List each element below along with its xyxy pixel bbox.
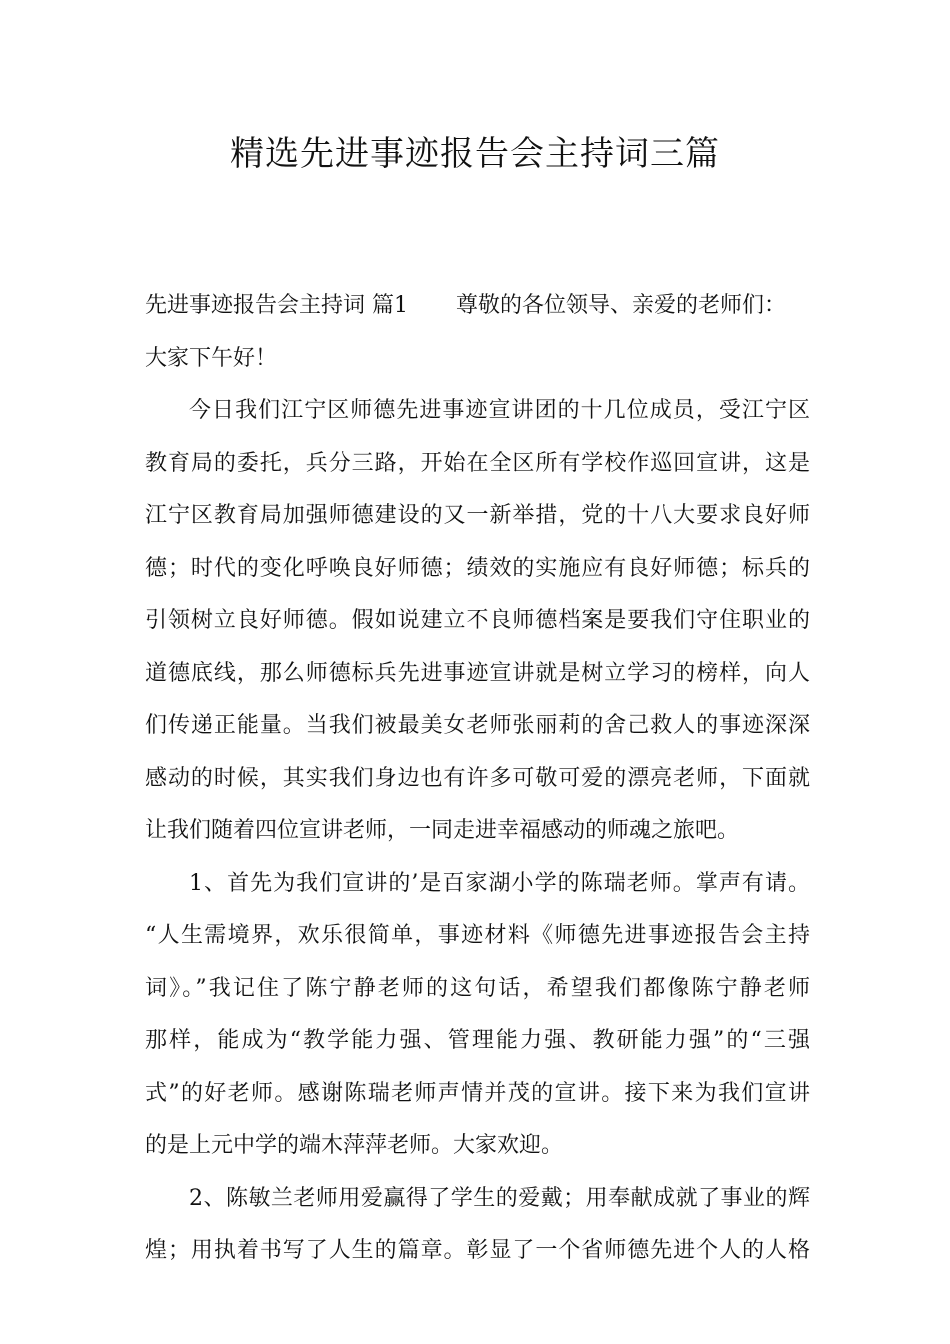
paragraph-1-line: 道德底线，那么师德标兵先进事迹宣讲就是树立学习的榜样，向人: [145, 660, 810, 686]
paragraph-2-line: “人生需境界，欢乐很简单，事迹材料《师德先进事迹报告会主持: [145, 923, 810, 948]
paragraph-3-line: 2、陈敏兰老师用爱赢得了学生的爱戴；用奉献成就了事业的辉: [189, 1185, 810, 1211]
document-body: [145, 280, 810, 1278]
paragraph-1-line: 江宁区教育局加强师德建设的又一新举措，党的十八大要求良好师: [145, 503, 810, 528]
paragraph-1-line: 感动的时候，其实我们身边也有许多可敬可爱的漂亮老师，下面就: [145, 765, 810, 791]
heading-line: [145, 280, 810, 333]
paragraph-1-line: 教育局的委托，兵分三路，开始在全区所有学校作巡回宣讲，这是: [145, 450, 810, 476]
section-heading: 先进事迹报告会主持词 篇1: [145, 293, 408, 318]
paragraph-2-line: 词》。”我记住了陈宁静老师的这句话，希望我们都像陈宁静老师: [145, 975, 810, 1001]
paragraph-1-line: 德；时代的变化呼唤良好师德；绩效的实施应有良好师德；标兵的: [145, 555, 810, 581]
paragraph-1-line: 让我们随着四位宣讲老师，一同走进幸福感动的师魂之旅吧。: [145, 818, 740, 843]
paragraph-2-line: 1、首先为我们宣讲的’是百家湖小学的陈瑞老师。掌声有请。: [189, 870, 810, 896]
paragraph-1-line: 们传递正能量。当我们被最美女老师张丽莉的舍己救人的事迹深深: [145, 713, 810, 738]
salutation: 尊敬的各位领导、亲爱的老师们：: [456, 293, 787, 318]
document-title: 精选先进事迹报告会主持词三篇: [230, 134, 720, 174]
paragraph-1-line: 今日我们江宁区师德先进事迹宣讲团的十几位成员，受江宁区: [189, 398, 810, 423]
paragraph-2-line: 的是上元中学的端木萍萍老师。大家欢迎。: [145, 1133, 564, 1158]
paragraph-2-line: 那样，能成为“教学能力强、管理能力强、教研能力强”的“三强: [145, 1028, 810, 1053]
greeting-line: 大家下午好！: [145, 345, 278, 371]
paragraph-3-line: 煌；用执着书写了人生的篇章。彰显了一个省师德先进个人的人格: [145, 1238, 810, 1263]
paragraph-2-line: 式”的好老师。感谢陈瑞老师声情并茂的宣讲。接下来为我们宣讲: [145, 1080, 810, 1106]
paragraph-1-line: 引领树立良好师德。假如说建立不良师德档案是要我们守住职业的: [145, 608, 810, 633]
